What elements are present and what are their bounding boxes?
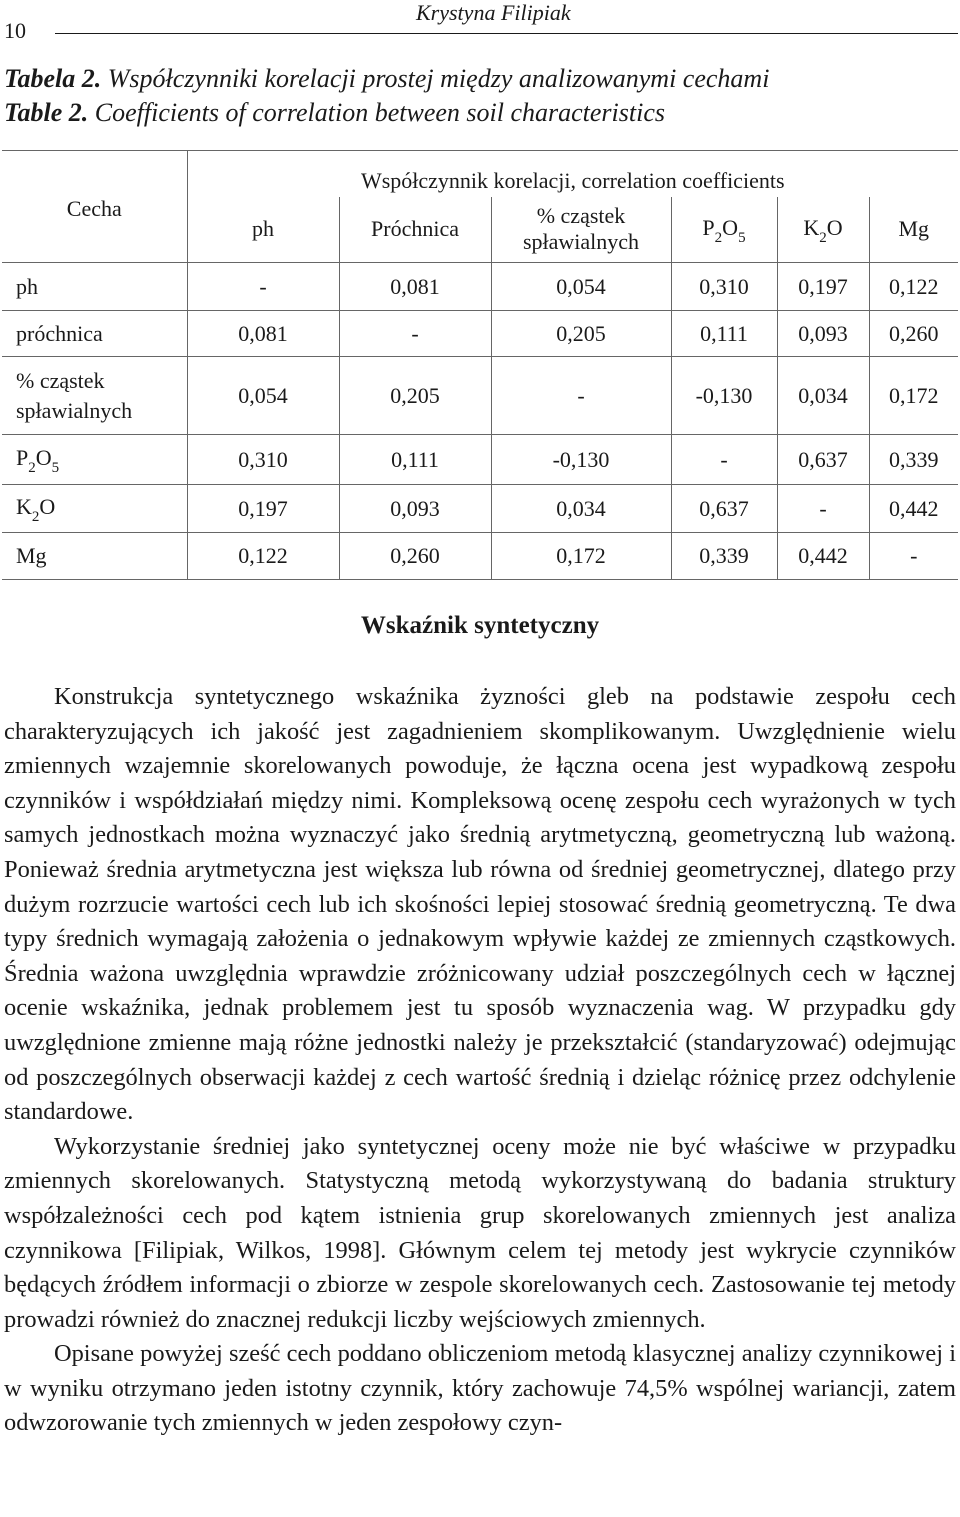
col-header-ph: ph <box>187 197 339 263</box>
table-row <box>2 311 958 357</box>
running-author: Krystyna Filipiak <box>416 0 571 25</box>
table-cell: - <box>777 485 869 533</box>
table-cell: 0,081 <box>187 311 339 357</box>
table-cell: 0,339 <box>869 435 958 485</box>
table-cell: 0,054 <box>491 263 671 311</box>
table-cell: 0,122 <box>869 263 958 311</box>
table-cell: 0,172 <box>869 357 958 435</box>
paragraph: Konstrukcja syntetycznego wskaźnika żyzności gleb na podstawie zespołu cech charakteryzujących ich jakość jest zagadnieniem skomplikowanym. Uwzględnienie wielu zmiennych wzajemnie skorelowanych powoduje, że łączna ocena jest wypadkową zespołu czynników i współdziałań między nimi. Kompleksową ocenę zespołu cech wyrażonych w tych samych jednostkach można wyznaczyć jako średnią arytmetyczną, geometryczną lub ważoną. Ponieważ średnia arytmetyczna jest większa lub równa od średniej geometrycznej, dlatego przy dużym rozrzucie wartości cech lub ich skośności lepiej stosować średnią geometryczną. Te dwa typy średnich wymagają założenia o jednakowym wpływie każdej ze zmiennych cząstkowych. Średnia ważona uwzględnia wprawdzie zróżnicowany udział poszczególnych cech w łącznej ocenie wskaźnika, jednak problemem jest tu sposób wyznaczenia wag. W przypadku gdy uwzględnione zmienne mają różne jednostki należy je przekształcić (standaryzować) odejmując od poszczególnych obserwacji każdej z cech wartość średnią i dzieląc różnicę przez odchylenie standardowe. <box>4 683 956 1126</box>
caption-text-en: Coefficients of correlation between soil characteristics <box>88 98 665 127</box>
table-cell: 0,197 <box>187 485 339 533</box>
table-row <box>2 357 958 435</box>
col-header-czastek-line1: % cząstek <box>536 203 626 229</box>
table-cell: 0,442 <box>777 533 869 580</box>
table-cell: 0,111 <box>671 311 777 357</box>
table-row <box>2 435 958 485</box>
table-cell: - <box>869 533 958 580</box>
table-cell: 0,637 <box>777 435 869 485</box>
page-number: 10 <box>4 18 26 43</box>
row-label-czastek <box>2 357 187 435</box>
col-header-czastek-line2: spławialnych <box>522 229 640 255</box>
correlation-table <box>2 150 958 580</box>
caption-label-pl: Tabela 2. <box>4 64 102 93</box>
paragraph: Wykorzystanie średniej jako syntetycznej oceny może nie być właściwe w przypadku zmiennych skorelowanych. Statystyczną metodą wykorzystywaną do badania struktury współzależności cech pod kątem istnienia grup skorelowanych zmiennych jest analiza czynnikowa [Filipiak, Wilkos, 1998]. Głównym celem tej metody jest wykrycie czynników będących źródłem informacji o zbiorze w zespole skorelowanych cech. Zastosowanie tej metody prowadzi również do znacznej redukcji liczby wejściowych zmiennych. <box>4 1132 956 1333</box>
table-cell: 0,197 <box>777 263 869 311</box>
section-title: Wskaźnik syntetyczny <box>360 612 600 639</box>
table-cell: 0,081 <box>339 263 491 311</box>
table-cell: 0,122 <box>187 533 339 580</box>
caption-text-pl: Współczynniki korelacji prostej między analizowanymi cechami <box>101 64 770 93</box>
col-header-k2o: $K_2O$ <box>777 197 869 263</box>
table-caption-pl <box>4 64 769 94</box>
table-cell: 0,205 <box>491 311 671 357</box>
table-cell: - <box>187 263 339 311</box>
col-header-czastek <box>491 197 671 263</box>
table-cell: 0,172 <box>491 533 671 580</box>
table-cell: 0,310 <box>671 263 777 311</box>
row-label-p2o5: $P_2O_5$ <box>2 435 187 485</box>
table-cell: - <box>491 357 671 435</box>
table-row <box>2 533 958 580</box>
row-label-ph: ph <box>2 263 187 311</box>
row-label-k2o: $K_2O$ <box>2 485 187 533</box>
table-cell: 0,034 <box>777 357 869 435</box>
table-cell: - <box>671 435 777 485</box>
table-cell: 0,442 <box>869 485 958 533</box>
header-rule <box>55 33 958 34</box>
running-header <box>0 0 960 43</box>
row-label-czastek-line2: spławialnych <box>16 397 133 423</box>
row-label-czastek-line1: % cząstek <box>16 367 105 393</box>
table-cell: 0,111 <box>339 435 491 485</box>
table-cell: -0,130 <box>671 357 777 435</box>
table-cell: 0,205 <box>339 357 491 435</box>
table-cell: -0,130 <box>491 435 671 485</box>
table-cell: 0,260 <box>869 311 958 357</box>
row-label-prochnica: próchnica <box>2 311 187 357</box>
table-cell: - <box>339 311 491 357</box>
row-label-mg: Mg <box>2 533 187 580</box>
table-cell: 0,093 <box>339 485 491 533</box>
table-caption-en <box>4 98 665 128</box>
table-cell: 0,310 <box>187 435 339 485</box>
col-header-p2o5: $P_2O_5$ <box>671 197 777 263</box>
table-row <box>2 263 958 311</box>
table-cell: 0,637 <box>671 485 777 533</box>
table-cell: 0,339 <box>671 533 777 580</box>
table-cell: 0,034 <box>491 485 671 533</box>
table-corner-header: Cecha <box>2 151 187 263</box>
col-header-mg: Mg <box>869 197 958 263</box>
table-cell: 0,260 <box>339 533 491 580</box>
table-cell: 0,054 <box>187 357 339 435</box>
body-text <box>4 680 956 1441</box>
col-header-prochnica: Próchnica <box>339 197 491 263</box>
table-group-header: Współczynnik korelacji, correlation coefficients <box>187 151 958 197</box>
caption-label-en: Table 2. <box>4 98 89 127</box>
paragraph: Opisane powyżej sześć cech poddano obliczeniom metodą klasycznej analizy czynnikowej i w wyniku otrzymano jeden istotny czynnik, który zachowuje 74,5% wspólnej wariancji, zatem odwzorowanie tych zmiennych w jeden zespołowy czyn- <box>4 1340 956 1437</box>
table-row <box>2 485 958 533</box>
table-cell: 0,093 <box>777 311 869 357</box>
